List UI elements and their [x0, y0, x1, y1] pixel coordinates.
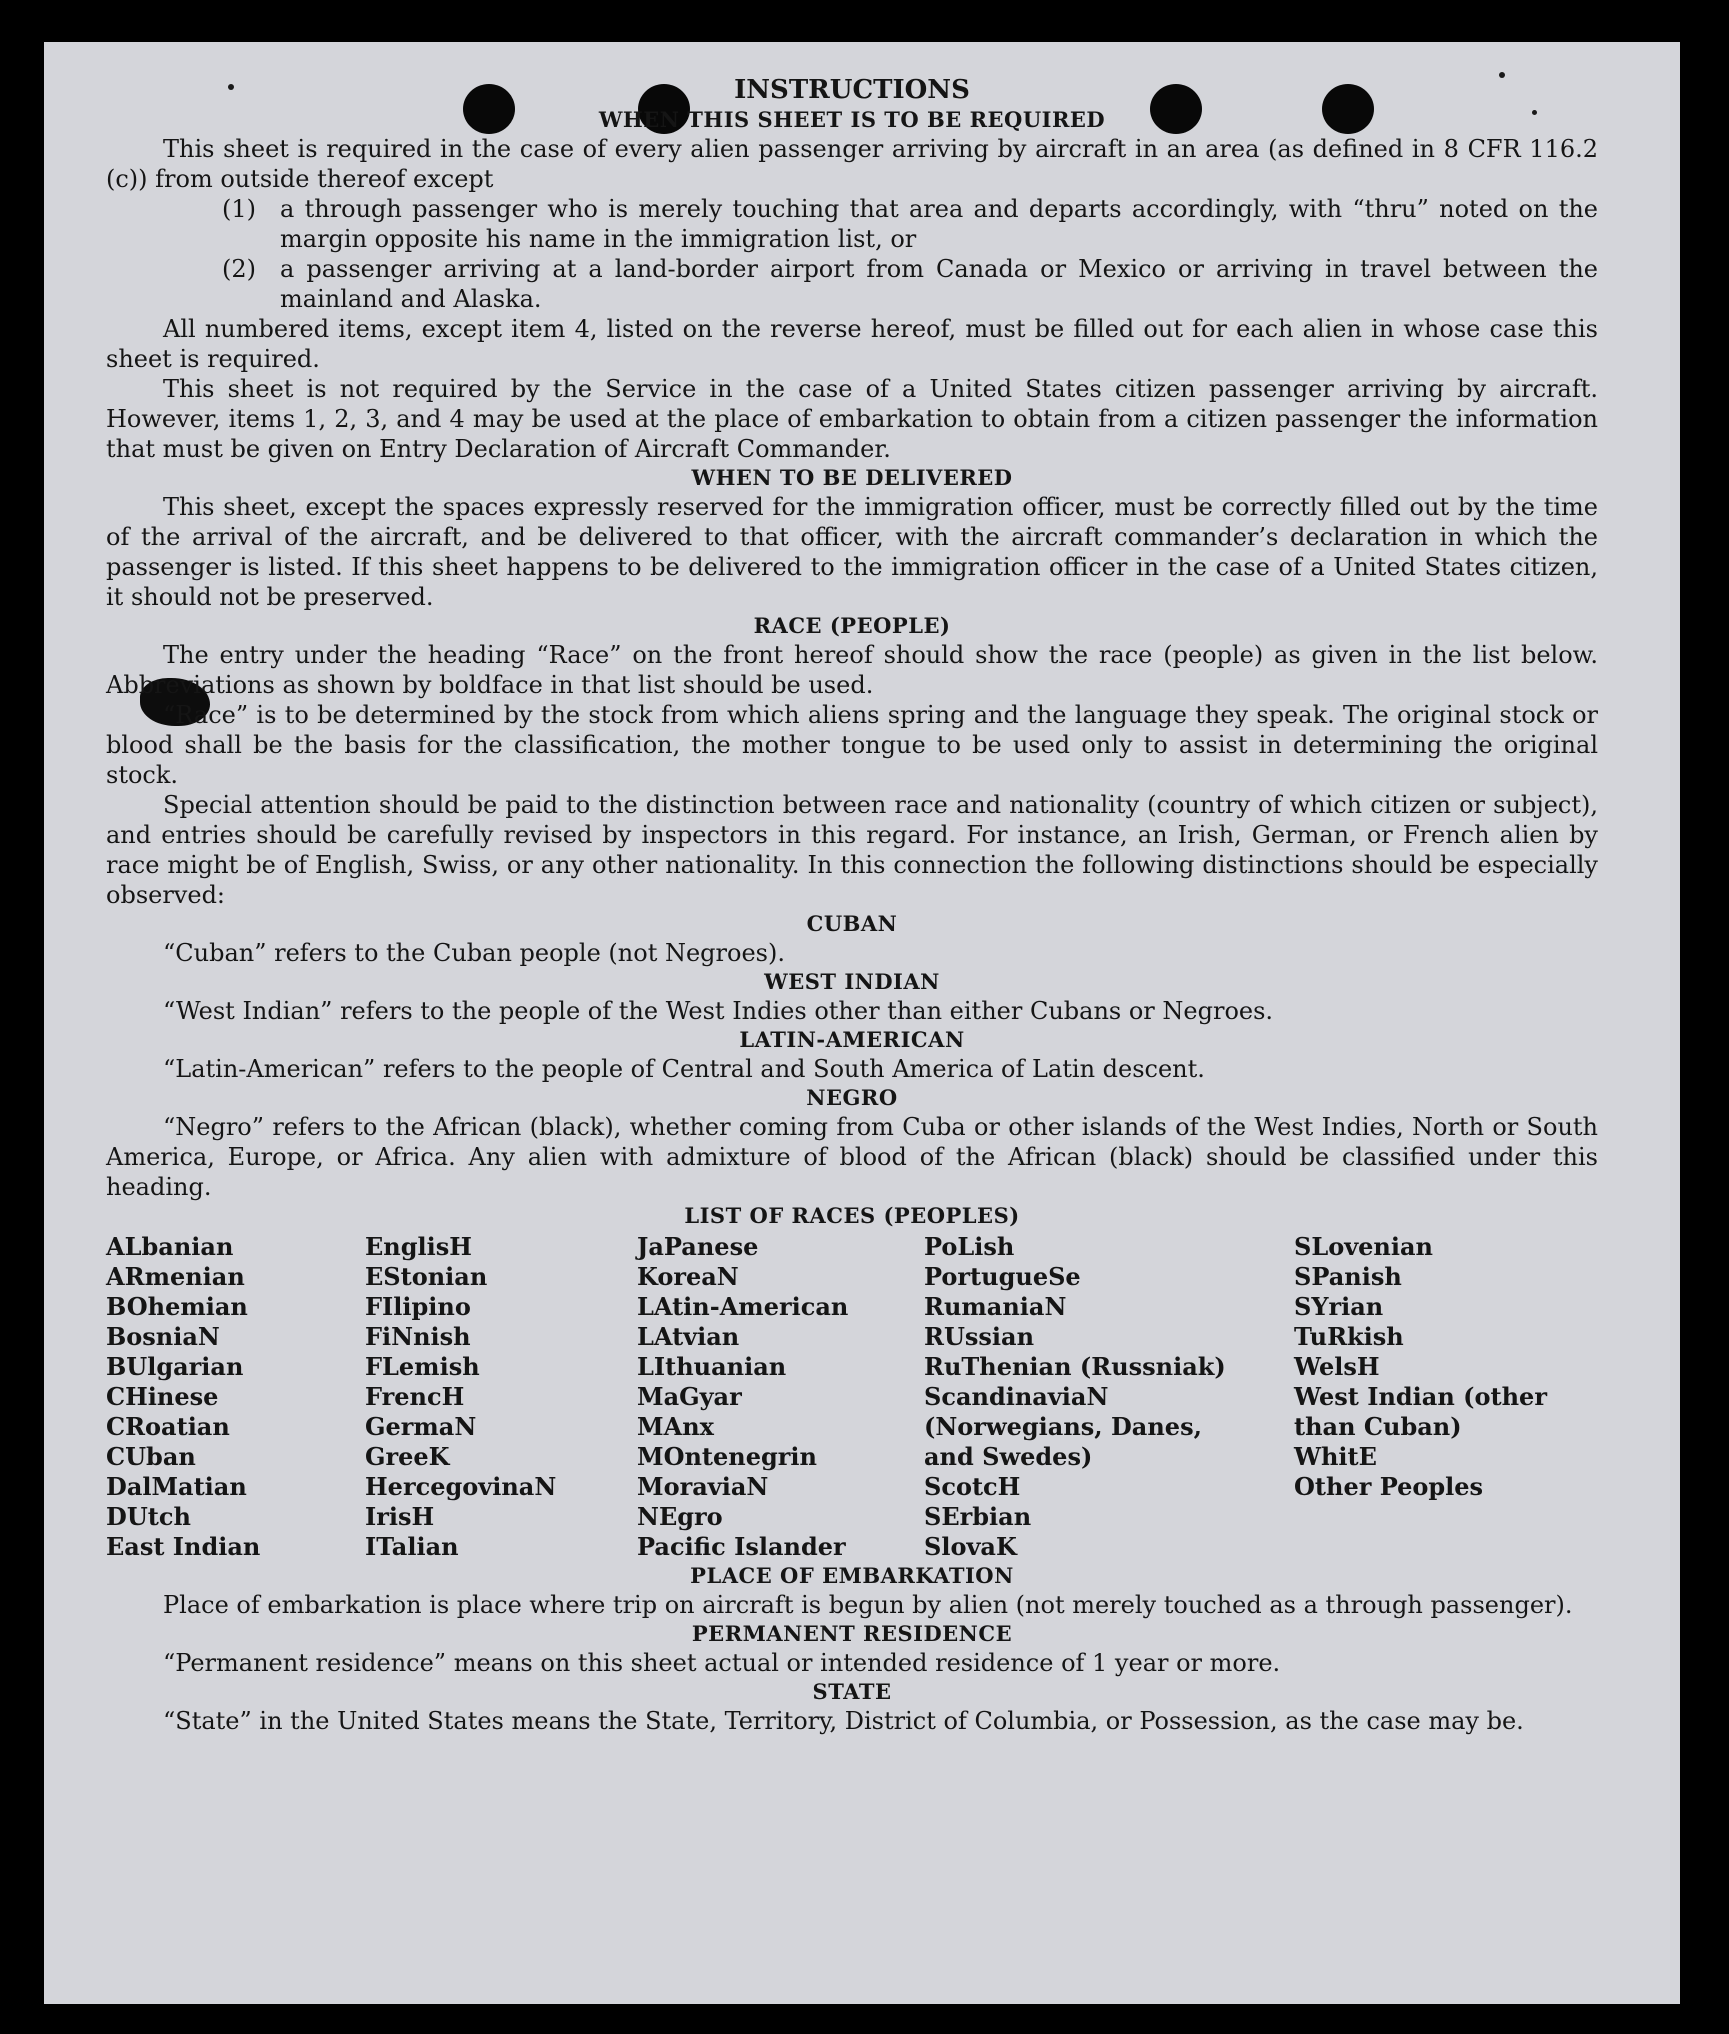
- race-entry: CUban: [106, 1442, 196, 1471]
- race-entry: PortugueSe: [924, 1262, 1081, 1291]
- race-entry: PoLish: [924, 1232, 1015, 1261]
- paragraph: “Race” is to be determined by the stock from which aliens spring and the language they speak. The original stock or blood shall be the basis for the classification, the mother tongue to be used only to assist in determining the original stock.: [106, 701, 1598, 789]
- race-entry: SLovenian: [1294, 1232, 1433, 1261]
- race-entry: Pacific Islander: [637, 1532, 846, 1561]
- race-entry: MoraviaN: [637, 1472, 769, 1501]
- race-entry: CHinese: [106, 1382, 219, 1411]
- race-entry: KoreaN: [637, 1262, 739, 1291]
- paragraph: “Negro” refers to the African (black), whether coming from Cuba or other islands of the West Indies, North or South America, Europe, or Africa. Any alien with admixture of blood of the African (black) should be classified under this heading.: [106, 1113, 1598, 1201]
- races-column: [1294, 1232, 1554, 1562]
- race-entry: FIlipino: [365, 1292, 471, 1321]
- race-entry: LAtvian: [637, 1322, 740, 1351]
- races-column: [924, 1232, 1294, 1562]
- race-entry: SErbian: [924, 1502, 1032, 1531]
- paragraph: The entry under the heading “Race” on the front hereof should show the race (people) as given in the list below. Abbreviations as shown by boldface in that list should be used.: [106, 641, 1598, 699]
- paragraph: “State” in the United States means the State, Territory, District of Columbia, or Possession, as the case may be.: [163, 1707, 1524, 1735]
- section-heading: LIST OF RACES (PEOPLES): [684, 1203, 1020, 1228]
- paragraph: This sheet is required in the case of every alien passenger arriving by aircraft in an area (as defined in 8 CFR 116.2 (c)) from outside thereof except: [106, 135, 1598, 193]
- race-entry: ITalian: [365, 1532, 459, 1561]
- paragraph: This sheet, except the spaces expressly reserved for the immigration officer, must be correctly filled out by the time of the arrival of the aircraft, and be delivered to that officer, with the aircraft commander’s declaration in which the passenger is listed. If this sheet happens to be delivered to the immigration officer in the case of a United States citizen, it should not be preserved.: [106, 493, 1598, 611]
- race-entry: SlovaK: [924, 1532, 1017, 1561]
- section-heading: LATIN-AMERICAN: [739, 1027, 965, 1052]
- section-heading: RACE (PEOPLE): [753, 613, 951, 638]
- race-entry: ARmenian: [106, 1262, 245, 1291]
- race-entry: EnglisH: [365, 1232, 472, 1261]
- race-entry: GreeK: [365, 1442, 450, 1471]
- races-column: [106, 1232, 365, 1562]
- instructions-content: [106, 74, 1598, 1736]
- race-entry: MOntenegrin: [637, 1442, 817, 1471]
- page-title: INSTRUCTIONS: [734, 75, 970, 105]
- race-entry: JaPanese: [637, 1232, 759, 1261]
- races-column: [637, 1232, 924, 1562]
- paragraph: “West Indian” refers to the people of the West Indies other than either Cubans or Negroes.: [163, 997, 1274, 1025]
- race-entry: SPanish: [1294, 1262, 1402, 1291]
- list-item-text: a through passenger who is merely touching that area and departs accordingly, with “thru” noted on the margin opposite his name in the immigration list, or: [280, 195, 1598, 253]
- race-entry: FiNnish: [365, 1322, 471, 1351]
- race-entry: RuThenian (Russniak): [924, 1352, 1226, 1381]
- race-entry: DUtch: [106, 1502, 191, 1531]
- section-heading: WHEN THIS SHEET IS TO BE REQUIRED: [598, 107, 1106, 132]
- race-entry: BosniaN: [106, 1322, 220, 1351]
- race-entry: ALbanian: [106, 1232, 234, 1261]
- race-entry: FLemish: [365, 1352, 480, 1381]
- races-column: [365, 1232, 637, 1562]
- list-item: [106, 194, 1598, 254]
- section-heading: WEST INDIAN: [764, 969, 940, 994]
- race-entry: FrencH: [365, 1382, 465, 1411]
- race-entry: LAtin-American: [637, 1292, 849, 1321]
- race-entry: IrisH: [365, 1502, 435, 1531]
- race-entry: HercegovinaN: [365, 1472, 557, 1501]
- race-entry: DalMatian: [106, 1472, 247, 1501]
- race-entry: BOhemian: [106, 1292, 248, 1321]
- race-entry: GermaN: [365, 1412, 477, 1441]
- race-entry: TuRkish: [1294, 1322, 1404, 1351]
- race-entry: CRoatian: [106, 1412, 230, 1441]
- paragraph: All numbered items, except item 4, listed on the reverse hereof, must be filled out for each alien in whose case this sheet is required.: [106, 315, 1598, 373]
- paragraph: “Latin-American” refers to the people of Central and South America of Latin descent.: [163, 1055, 1205, 1083]
- race-entry: MaGyar: [637, 1382, 742, 1411]
- section-heading: CUBAN: [806, 911, 898, 936]
- race-entry: SYrian: [1294, 1292, 1384, 1321]
- race-entry: WhitE: [1294, 1442, 1377, 1471]
- section-heading: PERMANENT RESIDENCE: [691, 1621, 1013, 1646]
- paragraph: “Cuban” refers to the Cuban people (not Negroes).: [163, 939, 785, 967]
- race-entry: BUlgarian: [106, 1352, 244, 1381]
- section-heading: NEGRO: [806, 1085, 898, 1110]
- paragraph: “Permanent residence” means on this sheet actual or intended residence of 1 year or more.: [163, 1649, 1281, 1677]
- paragraph: Special attention should be paid to the distinction between race and nationality (country of which citizen or subject), and entries should be carefully revised by inspectors in this regard. For instance, an Irish, German, or French alien by race might be of English, Swiss, or any other nationality. In this connection the following distinctions should be especially observed:: [106, 791, 1598, 909]
- section-heading: WHEN TO BE DELIVERED: [691, 465, 1013, 490]
- list-item-number: (1): [222, 195, 256, 223]
- paragraph: Place of embarkation is place where trip on aircraft is begun by alien (not merely touched as a through passenger).: [163, 1591, 1573, 1619]
- race-entry: Other Peoples: [1294, 1472, 1484, 1501]
- race-entry: RumaniaN: [924, 1292, 1067, 1321]
- list-item: [106, 254, 1598, 314]
- section-heading: STATE: [812, 1679, 892, 1704]
- race-entry: ScandinaviaN (Norwegians, Danes, and Swedes): [924, 1382, 1202, 1471]
- race-entry: ScotcH: [924, 1472, 1021, 1501]
- race-entry: East Indian: [106, 1532, 261, 1561]
- race-entry: West Indian (other than Cuban): [1294, 1382, 1547, 1441]
- races-list: [106, 1232, 1598, 1562]
- list-item-number: (2): [222, 255, 256, 283]
- race-entry: LIthuanian: [637, 1352, 787, 1381]
- paragraph: This sheet is not required by the Service in the case of a United States citizen passenger arriving by aircraft. However, items 1, 2, 3, and 4 may be used at the place of embarkation to obtain from a citizen passenger the information that must be given on Entry Declaration of Aircraft Commander.: [106, 375, 1598, 463]
- race-entry: EStonian: [365, 1262, 488, 1291]
- race-entry: RUssian: [924, 1322, 1035, 1351]
- list-item-text: a passenger arriving at a land-border airport from Canada or Mexico or arriving in travel between the mainland and Alaska.: [280, 255, 1598, 313]
- race-entry: MAnx: [637, 1412, 714, 1441]
- section-heading: PLACE OF EMBARKATION: [690, 1563, 1014, 1588]
- race-entry: NEgro: [637, 1502, 723, 1531]
- race-entry: WelsH: [1294, 1352, 1380, 1381]
